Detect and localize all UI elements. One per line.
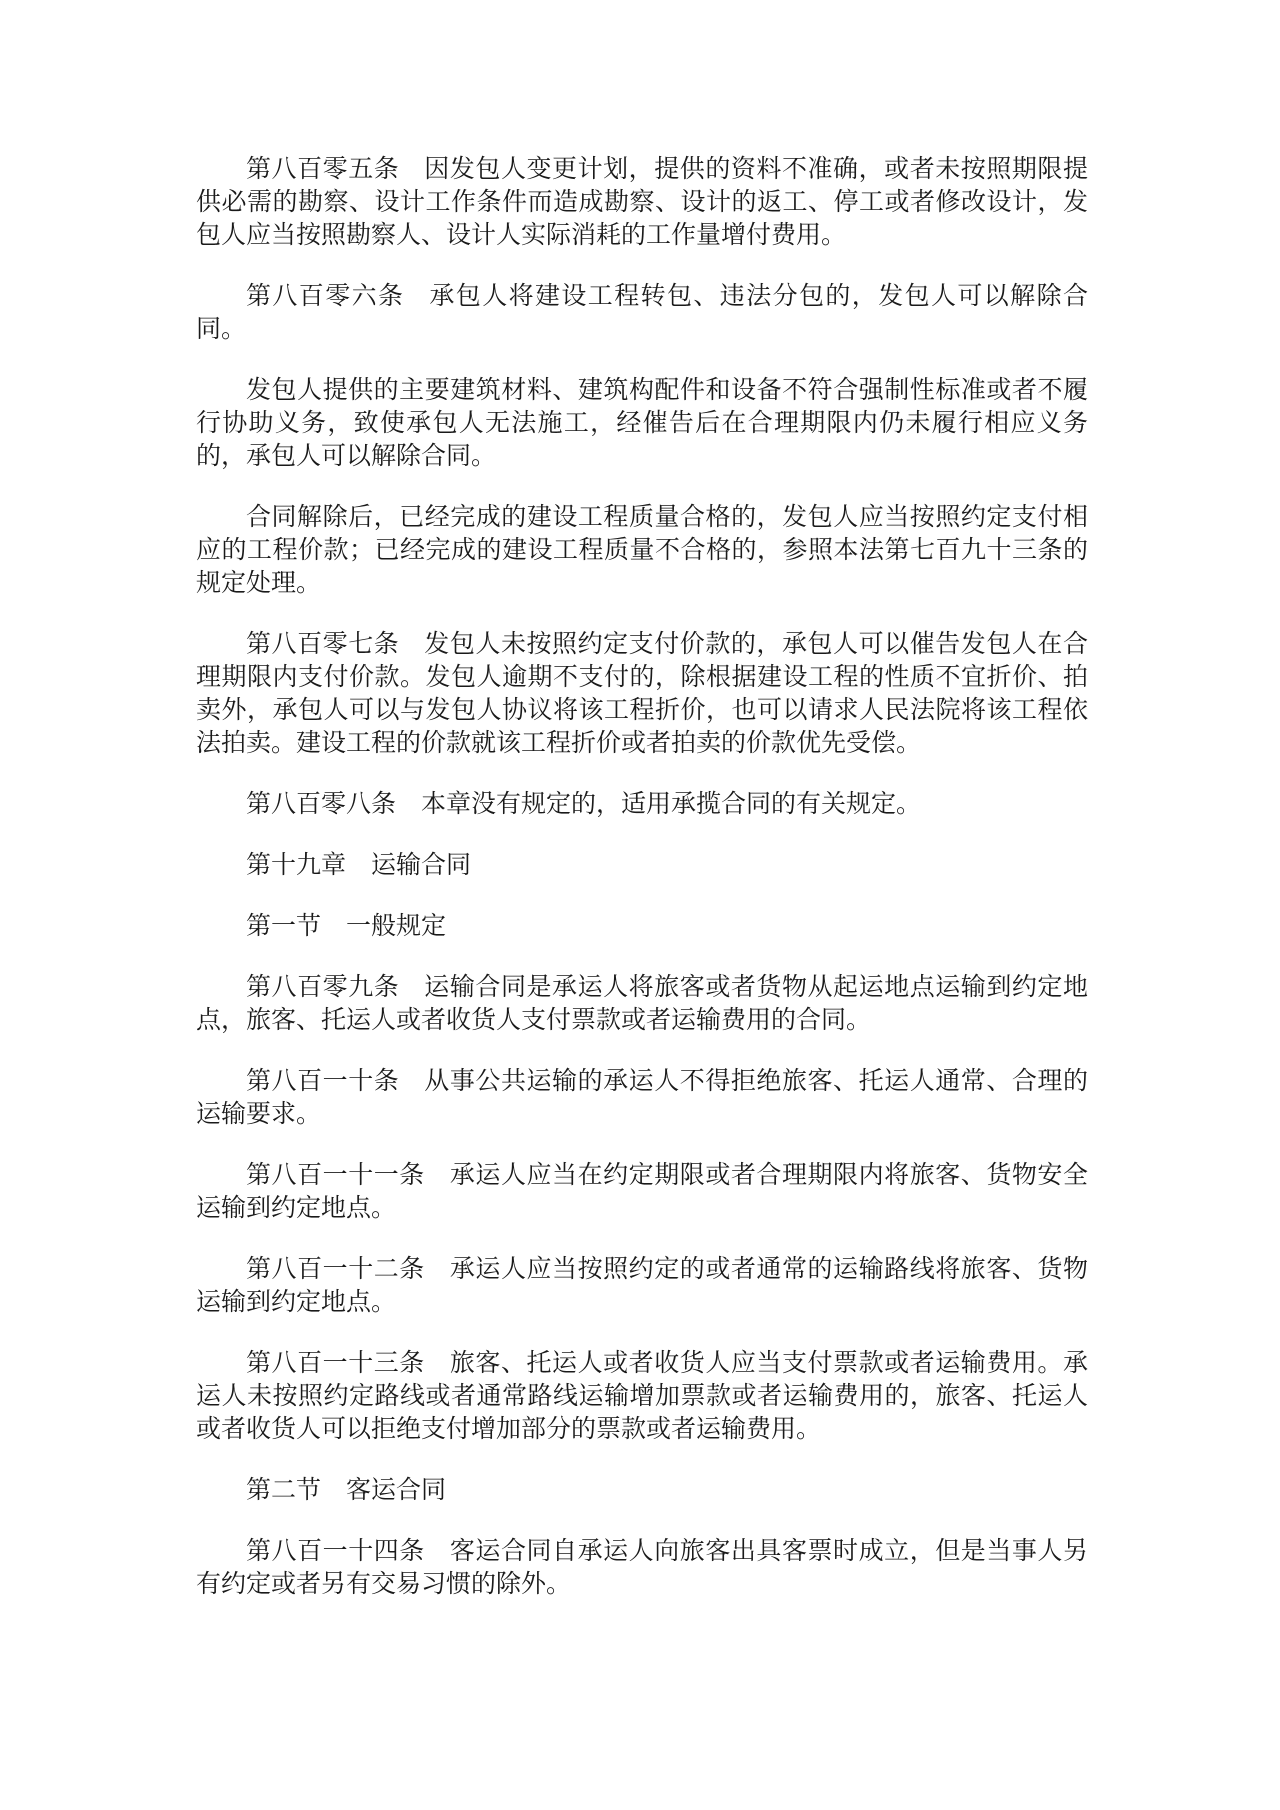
article-number: 第八百零八条 <box>246 789 397 818</box>
section-heading-2 <box>196 1473 1088 1506</box>
article-number: 第八百一十二条 <box>246 1254 425 1283</box>
article-text: 客运合同自承运人向旅客出具客票时成立，但是当事人另有约定或者另有交易习惯的除外。 <box>196 1536 1088 1598</box>
paragraph-article-807 <box>196 627 1088 759</box>
article-number: 第八百一十条 <box>246 1066 400 1095</box>
article-text: 从事公共运输的承运人不得拒绝旅客、托运人通常、合理的运输要求。 <box>196 1066 1088 1128</box>
article-text: 旅客、托运人或者收货人应当支付票款或者运输费用。承运人未按照约定路线或者通常路线运输增加票款或者运输费用的，旅客、托运人或者收货人可以拒绝支付增加部分的票款或者运输费用。 <box>196 1348 1088 1443</box>
paragraph-article-811 <box>196 1158 1088 1224</box>
paragraph-article-812 <box>196 1252 1088 1318</box>
document-page <box>196 152 1088 1628</box>
section-number: 第一节 <box>246 911 322 940</box>
chapter-title: 运输合同 <box>371 850 472 879</box>
paragraph-806-clause-2 <box>196 373 1088 472</box>
article-number: 第八百零九条 <box>246 972 400 1001</box>
article-number: 第八百一十三条 <box>246 1348 425 1377</box>
chapter-number: 第十九章 <box>246 850 347 879</box>
paragraph-text: 合同解除后，已经完成的建设工程质量合格的，发包人应当按照约定支付相应的工程价款；已经完成的建设工程质量不合格的，参照本法第七百九十三条的规定处理。 <box>196 502 1088 597</box>
article-text: 运输合同是承运人将旅客或者货物从起运地点运输到约定地点，旅客、托运人或者收货人支付票款或者运输费用的合同。 <box>196 972 1088 1034</box>
section-title: 客运合同 <box>346 1475 447 1504</box>
article-text: 因发包人变更计划，提供的资料不准确，或者未按照期限提供必需的勘察、设计工作条件而造成勘察、设计的返工、停工或者修改设计，发包人应当按照勘察人、设计人实际消耗的工作量增付费用。 <box>196 154 1088 249</box>
section-title: 一般规定 <box>346 911 447 940</box>
article-number: 第八百一十四条 <box>246 1536 425 1565</box>
paragraph-article-805 <box>196 152 1088 251</box>
article-text: 本章没有规定的，适用承揽合同的有关规定。 <box>421 789 922 818</box>
article-text: 承包人将建设工程转包、违法分包的，发包人可以解除合同。 <box>196 281 1088 343</box>
article-number: 第八百零六条 <box>246 281 405 310</box>
paragraph-article-813 <box>196 1346 1088 1445</box>
article-number: 第八百零七条 <box>246 629 400 658</box>
article-text: 发包人未按照约定支付价款的，承包人可以催告发包人在合理期限内支付价款。发包人逾期不支付的，除根据建设工程的性质不宜折价、拍卖外，承包人可以与发包人协议将该工程折价，也可以请求人民法院将该工程依法拍卖。建设工程的价款就该工程折价或者拍卖的价款优先受偿。 <box>196 629 1088 757</box>
paragraph-article-810 <box>196 1064 1088 1130</box>
article-number: 第八百一十一条 <box>246 1160 425 1189</box>
paragraph-text: 发包人提供的主要建筑材料、建筑构配件和设备不符合强制性标准或者不履行协助义务，致使承包人无法施工，经催告后在合理期限内仍未履行相应义务的，承包人可以解除合同。 <box>196 375 1088 470</box>
paragraph-article-808 <box>196 787 1088 820</box>
section-heading-1 <box>196 909 1088 942</box>
article-text: 承运人应当在约定期限或者合理期限内将旅客、货物安全运输到约定地点。 <box>196 1160 1088 1222</box>
chapter-heading <box>196 848 1088 881</box>
paragraph-article-809 <box>196 970 1088 1036</box>
article-text: 承运人应当按照约定的或者通常的运输路线将旅客、货物运输到约定地点。 <box>196 1254 1088 1316</box>
section-number: 第二节 <box>246 1475 322 1504</box>
article-number: 第八百零五条 <box>246 154 400 183</box>
paragraph-article-806 <box>196 279 1088 345</box>
paragraph-806-clause-3 <box>196 500 1088 599</box>
paragraph-article-814 <box>196 1534 1088 1600</box>
